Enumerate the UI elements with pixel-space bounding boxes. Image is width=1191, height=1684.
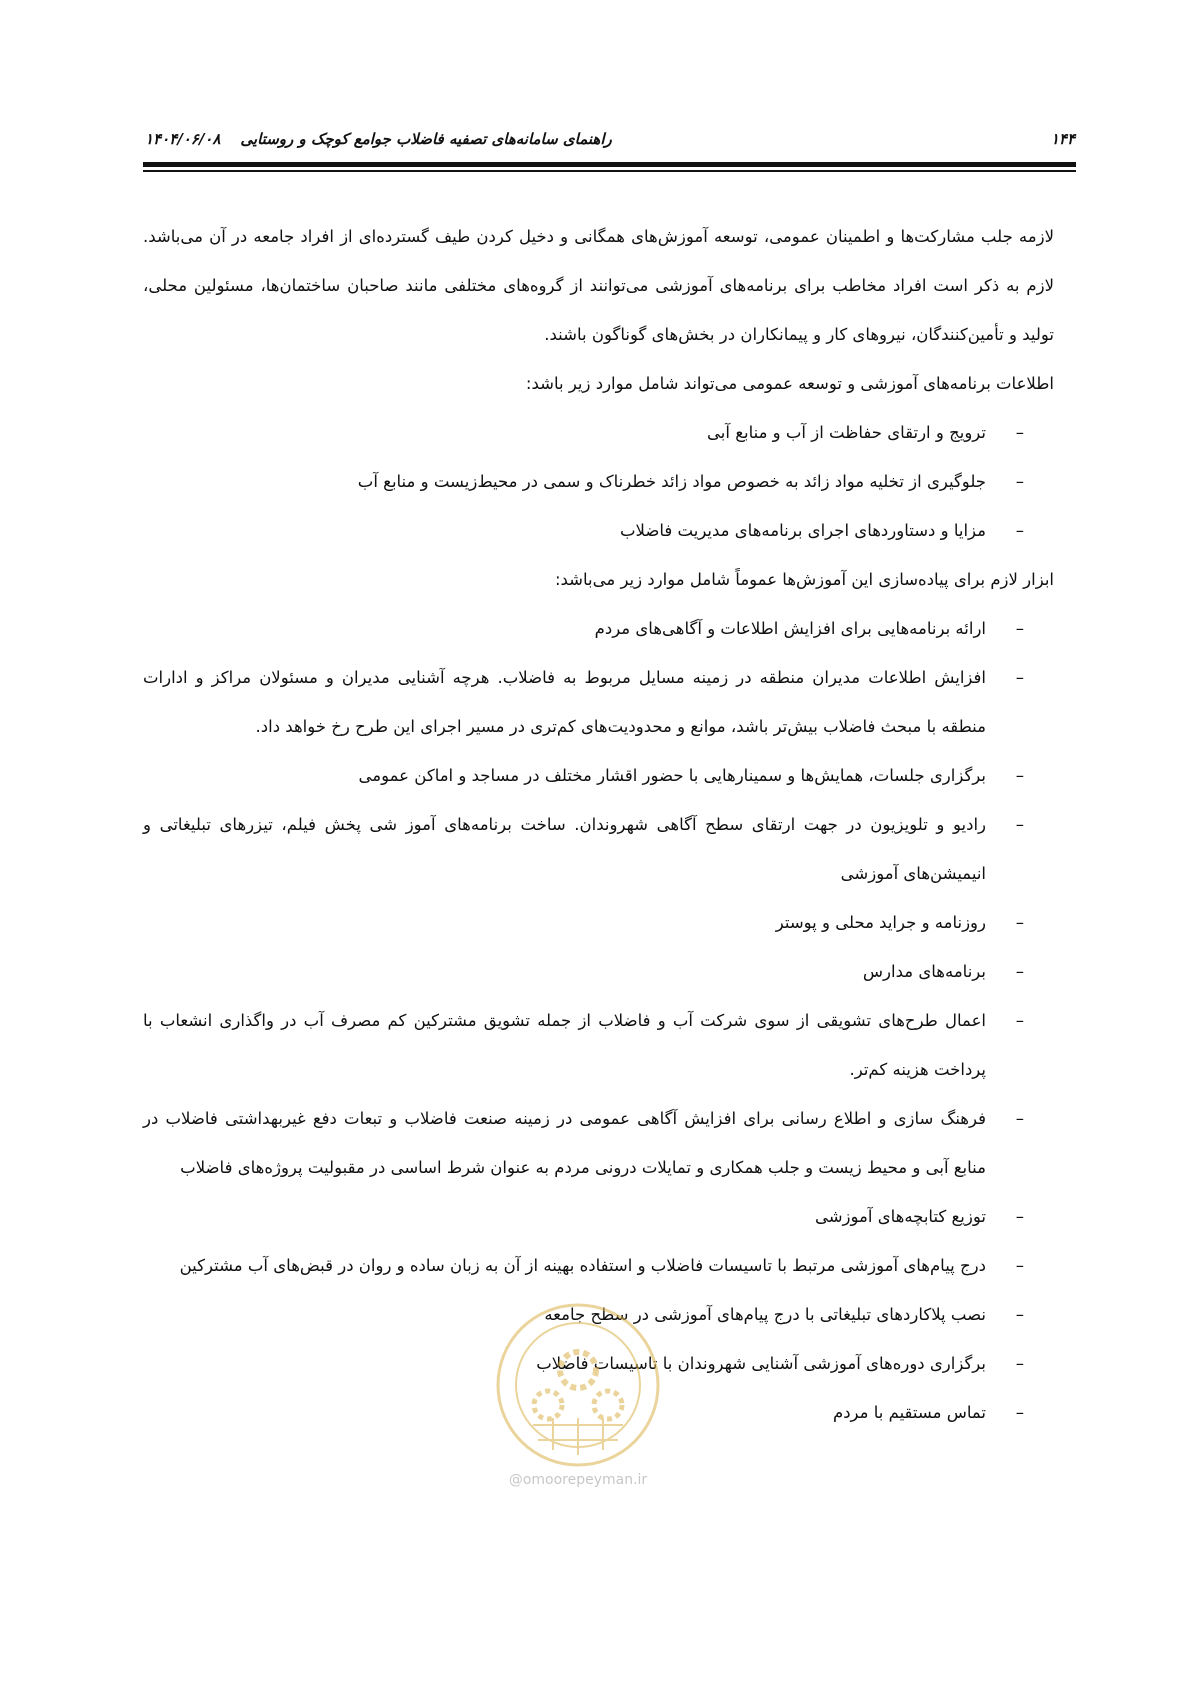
paragraph-intro: لازمه جلب مشارکت‌ها و اطمینان عمومی، توسعه آموزش‌های همگانی و دخیل کردن طیف گسترده‌ای از افراد جامعه در آن می‌باشد. لازم به ذکر است افراد مخاطب برای برنامه‌های آموزشی می‌توانند از گروه‌های مختلفی مانند صاحبان ساختمان‌ها، مسئولین محلی، تولید و تأمین‌کنندگان، نیروهای کار و پیمانکاران در بخش‌های گوناگون باشند. (143, 227, 1054, 344)
body-text (143, 212, 1054, 1437)
tools-list-item: – فرهنگ سازی و اطلاع رسانی برای افزایش آگاهی عمومی در زمینه صنعت فاضلاب و تبعات دفع غیربهداشتی فاضلاب در منابع آبی و محیط زیست و جلب همکاری و تمایلات درونی مردم به عنوان شرط اساسی در مقبولیت پروژه‌های فاضلاب (143, 1094, 1054, 1192)
running-header (145, 130, 1075, 148)
tools-list-item: – اعمال طرح‌های تشویقی از سوی شرکت آب و فاضلاب از جمله تشویق مشترکین کم مصرف آب در واگذاری انشعاب با پرداخت هزینه کم‌تر. (143, 996, 1054, 1094)
tools-list-item: – درج پیام‌های آموزشی مرتبط با تاسیسات فاضلاب و استفاده بهینه از آن به زبان ساده و روان در قبض‌های آب مشترکین (143, 1241, 1054, 1290)
tools-list-item: – نصب پلاکاردهای تبلیغاتی با درج پیام‌های آموزشی در سطح جامعه (143, 1290, 1054, 1339)
tools-list-item: – ارائه برنامه‌هایی برای افزایش اطلاعات و آگاهی‌های مردم (143, 604, 1054, 653)
tools-list-item: – برگزاری جلسات، همایش‌ها و سمینارهایی با حضور اقشار مختلف در مساجد و اماکن عمومی (143, 751, 1054, 800)
info-list-item: – مزایا و دستاوردهای اجرای برنامه‌های مدیریت فاضلاب (143, 506, 1054, 555)
header-title: راهنمای سامانه‌های تصفیه فاضلاب جوامع کوچک و روستایی (240, 130, 612, 148)
bullet-list-info (143, 408, 1054, 555)
watermark-site: @omoorepeyman.ir (508, 1472, 648, 1488)
tools-list-item: – توزیع کتابچه‌های آموزشی (143, 1192, 1054, 1241)
tools-list-item: – برنامه‌های مدارس (143, 947, 1054, 996)
bullet-list-tools (143, 604, 1054, 1437)
tools-list-item: – افزایش اطلاعات مدیران منطقه در زمینه مسایل مربوط به فاضلاب. هرچه آشنایی مدیران و مسئولان مراکز و ادارات منطقه با مبحث فاضلاب بیش‌تر باشد، موانع و محدودیت‌های کم‌تری در مسیر اجرای این طرح رخ خواهد داد. (143, 653, 1054, 751)
info-list-item: – جلوگیری از تخلیه مواد زائد به خصوص مواد زائد خطرناک و سمی در محیط‌زیست و منابع آب (143, 457, 1054, 506)
paragraph-tools-lead: ابزار لازم برای پیاده‌سازی این آموزش‌ها عموماً شامل موارد زیر می‌باشد: (554, 570, 1054, 589)
header-rule-thick (143, 162, 1076, 167)
header-title-group (145, 130, 612, 148)
info-list-item: – ترویج و ارتقای حفاظت از آب و منابع آبی (143, 408, 1054, 457)
tools-list-item: – تماس مستقیم با مردم (143, 1388, 1054, 1437)
tools-list-item: – روزنامه و جراید محلی و پوستر (143, 898, 1054, 947)
header-rule-thin (143, 170, 1076, 172)
paragraph-info-lead: اطلاعات برنامه‌های آموزشی و توسعه عمومی می‌تواند شامل موارد زیر باشد: (525, 374, 1054, 393)
tools-list-item: – برگزاری دوره‌های آموزشی آشنایی شهروندان با تاسیسات فاضلاب (143, 1339, 1054, 1388)
header-date: ۱۴۰۴/۰۶/۰۸ (145, 130, 221, 148)
page-number: ۱۴۴ (1050, 130, 1075, 148)
tools-list-item: – رادیو و تلویزیون در جهت ارتقای سطح آگاهی شهروندان. ساخت برنامه‌های آموز شی پخش فیلم، تیزرهای تبلیغاتی و انیمیشن‌های آموزشی (143, 800, 1054, 898)
